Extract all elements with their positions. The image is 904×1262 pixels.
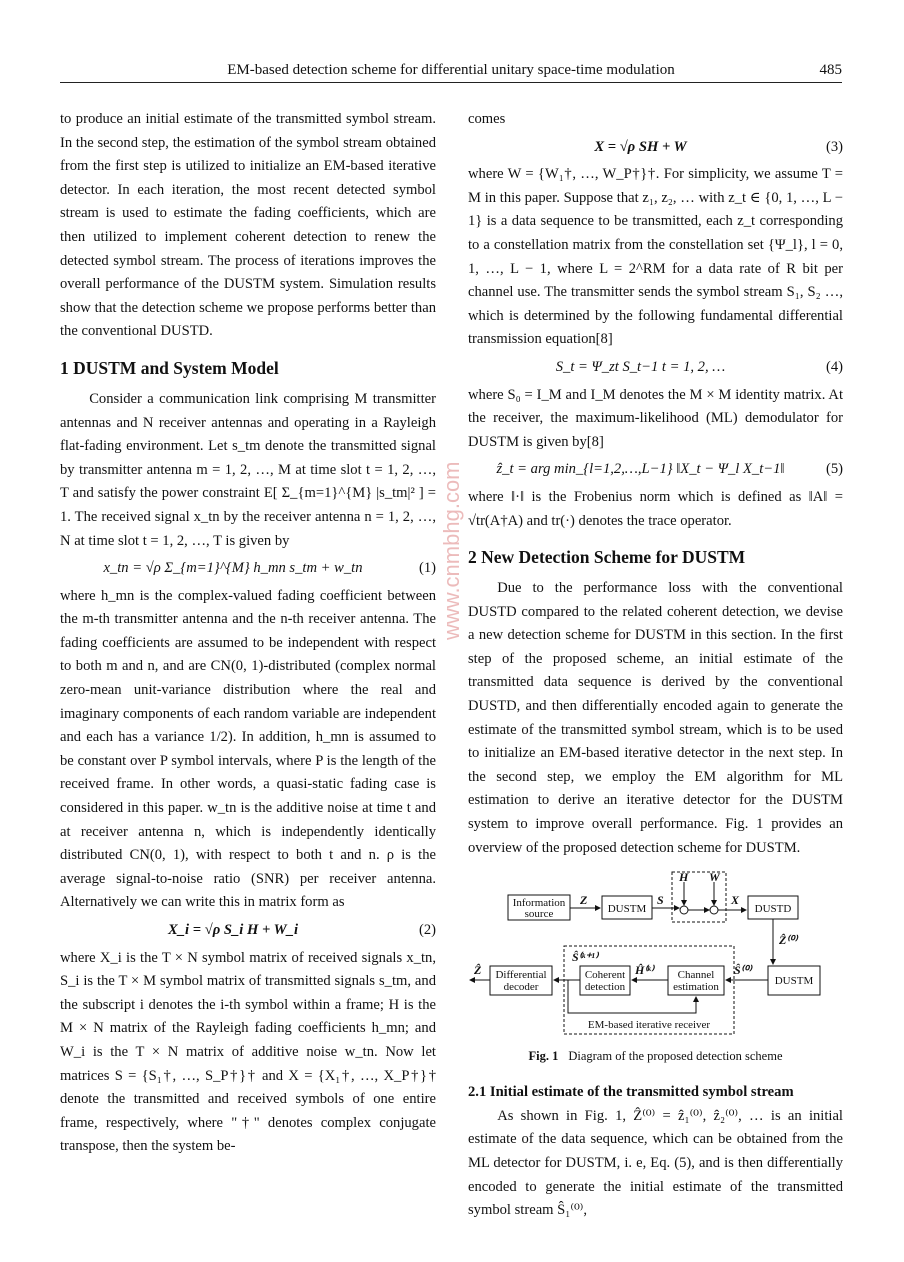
figure-1-diagram — [468, 868, 843, 1040]
label: source — [524, 908, 554, 921]
label: Ŝ⁽ᵏ⁺¹⁾ — [572, 950, 598, 965]
equation-2-row — [60, 919, 436, 943]
left-column — [60, 108, 436, 1159]
paragraph: where X_i is the T × N symbol matrix of received signals x_tn, S_i is the T × M symbol matrix of transmitted signals s_tm, and the subscript i denotes the i-th symbol within a frame; H is the M × N matrix of the Rayleigh fading coefficients h_mn; and W_i is the T × N matrix of additive noise w_tn. Now let matrices S = {S₁†, …, S_P†}† and X = {X₁†, …, X_P†}† denote the transmitted and received symbols of one entire frame, respectively, where "†" denotes complex conjugate transpose, then the system be- — [60, 949, 436, 1155]
label: EM-based iterative receiver — [587, 1019, 711, 1032]
section-heading: 1 DUSTM and System Model — [60, 357, 279, 378]
header-title: EM-based detection scheme for differential unitary space-time modulation — [227, 62, 675, 78]
equation-number: (4) — [825, 358, 843, 375]
paragraph: where W = {W₁†, …, W_P†}†. For simplicity, we assume T = M in this paper. Suppose that z₁, z₂, … with z_t ∈ {0, 1, …, L − 1} is a data sequence to be transmitted, each z_t corresponding to a constellation matrix from the constellation set {Ψ_l}, l = 0, 1, …, L − 1, where L = 2^RM for a data rate of R bit per channel use. The transmitter sends the symbol stream S₁, S₂ …, which is determined by the following fundamental differential transmission equation[8] — [468, 166, 843, 348]
page-number: 485 — [819, 62, 842, 78]
equation-1: x_tn = √ρ Σ_{m=1}^{M} h_mn s_tm + w_tn — [103, 560, 363, 577]
label: H — [679, 870, 689, 885]
label: Ẑ⁽⁰⁾ — [779, 933, 798, 948]
equation-number: (5) — [825, 461, 843, 478]
label: Channel — [677, 969, 715, 982]
label: S — [657, 893, 664, 908]
equation-number: (3) — [825, 138, 843, 155]
subsection-heading: 2.1 Initial estimate of the transmitted symbol stream — [468, 1084, 794, 1101]
paragraph: comes — [468, 111, 506, 127]
label: DUSTD — [754, 903, 792, 916]
caption-label: Fig. 1 — [528, 1049, 559, 1064]
paragraph: where ‖·‖ is the Frobenius norm which is defined as ‖A‖ = √tr(A†A) and tr(·) denotes the trace operator. — [468, 488, 843, 529]
equation-5-row — [468, 458, 843, 482]
label: Ĥ⁽ᵏ⁾ — [635, 963, 654, 978]
running-header — [60, 60, 842, 83]
label: Information — [512, 897, 566, 910]
right-column — [468, 108, 843, 1223]
equation-number: (2) — [418, 922, 436, 938]
label: W — [709, 870, 720, 885]
label: Coherent — [584, 969, 626, 982]
paragraph: Consider a communication link comprising M transmitter antennas and N receiver antennas and operating in a Rayleigh flat-fading environment. Let s_tm denote the transmitted signal by transmitter antenna m = 1, 2, …, M at time slot t = 1, 2, …, T and satisfy the power constraint E[ Σ_{m=1}^{M} |s_tm|² ] = 1. The received signal x_tn by the receiver antenna n = 1, 2, …, N at time slot t = 1, 2, …, T is given by — [60, 390, 436, 549]
equation-4-row — [468, 356, 843, 380]
label: Ŝ⁽⁰⁾ — [734, 963, 752, 978]
section-heading: 2 New Detection Scheme for DUSTM — [468, 547, 746, 568]
equation-number: (1) — [418, 560, 436, 577]
equation-3: X = √ρ SH + W — [594, 138, 687, 155]
equation-1-row — [60, 557, 436, 581]
label: estimation — [673, 981, 719, 994]
label: Ẑ — [474, 963, 482, 978]
caption-text: Diagram of the proposed detection scheme — [568, 1049, 783, 1064]
figure-caption — [468, 1047, 843, 1065]
paragraph: Due to the performance loss with the conventional DUSTD compared to the related coherent detection, we devise a new detection scheme for DUSTM in this section. In the first step of the proposed scheme, an initial estimate of the transmitted data sequence is derived by the conventional DUSTD, and then differentially encoded again to generate the estimate of the transmitted symbol stream, which is to be used to initialize an EM-based iterative detector in the next step. In the second step, we employ the EM algorithm for ML estimation to derive an iterative detector for the DUSTM system to improve overall performance. Fig. 1 provides an overview of the proposed detection scheme for DUSTM. — [468, 580, 843, 856]
paragraph: As shown in Fig. 1, Ẑ⁽⁰⁾ = ẑ₁⁽⁰⁾, ẑ₂⁽⁰⁾, … is an initial estimate of the data sequence, which can be obtained from the ML detector for DUSTM, i. e, Eq. (5), and is then differentially encoded to generate the initial estimate of the transmitted symbol stream Ŝ₁⁽⁰⁾, — [468, 1107, 843, 1219]
watermark: www.cnmbhg.com — [439, 461, 464, 640]
label: DUSTM — [607, 903, 647, 916]
label: DUSTM — [774, 975, 814, 988]
equation-2: X_i = √ρ S_i H + W_i — [167, 922, 299, 938]
label: X — [731, 893, 740, 908]
equation-3-row — [468, 136, 843, 160]
label: Differential — [495, 969, 547, 982]
paragraph: to produce an initial estimate of the transmitted symbol stream. In the second step, the estimation of the symbol stream obtained from the first step is utilized to initialize an EM-based iterative detector. In each iteration, the most recent detected symbol stream is used to estimate the fading coefficients, which are then utilized to implement coherent detection to renew the detected symbol stream. The process of iterations improves the overall performance of the DUSTM system. Simulation results show that the detection scheme we propose performs better than the conventional DUSTD. — [60, 111, 436, 340]
equation-4: S_t = Ψ_zt S_t−1 t = 1, 2, … — [555, 358, 726, 375]
label: detection — [584, 981, 626, 994]
paragraph: where S₀ = I_M and I_M denotes the M × M identity matrix. At the receiver, the maximum-likelihood (ML) demodulator for DUSTM is given by[8] — [468, 386, 843, 450]
equation-5: ẑ_t = arg min_{l=1,2,…,L−1} ‖X_t − Ψ_l X_t−1‖ — [496, 461, 785, 478]
paragraph: where h_mn is the complex-valued fading coefficient between the m-th transmitter antenna and the n-th receiver antenna. The fading coefficients are assumed to be independent with respect to both m and n, and are CN(0, 1)-distributed (complex normal zero-mean unit-variance distribution where the real and imaginary components of each random variable are independent and each has a variance 1/2). In addition, h_mn is assumed to be constant over P symbol intervals, where P is the length of the received frame. In other words, a quasi-static fading case is considered in this paper. w_tn is the additive noise at time t and at receiver antenna n, which is independently identically distributed CN(0, 1), with respect to both t and n. ρ is the average signal-to-noise ratio (SNR) per receiver antenna. Alternatively we can write this in matrix form as — [60, 587, 436, 911]
figure-1 — [468, 868, 843, 1045]
label: Z — [580, 893, 588, 908]
label: decoder — [503, 981, 539, 994]
